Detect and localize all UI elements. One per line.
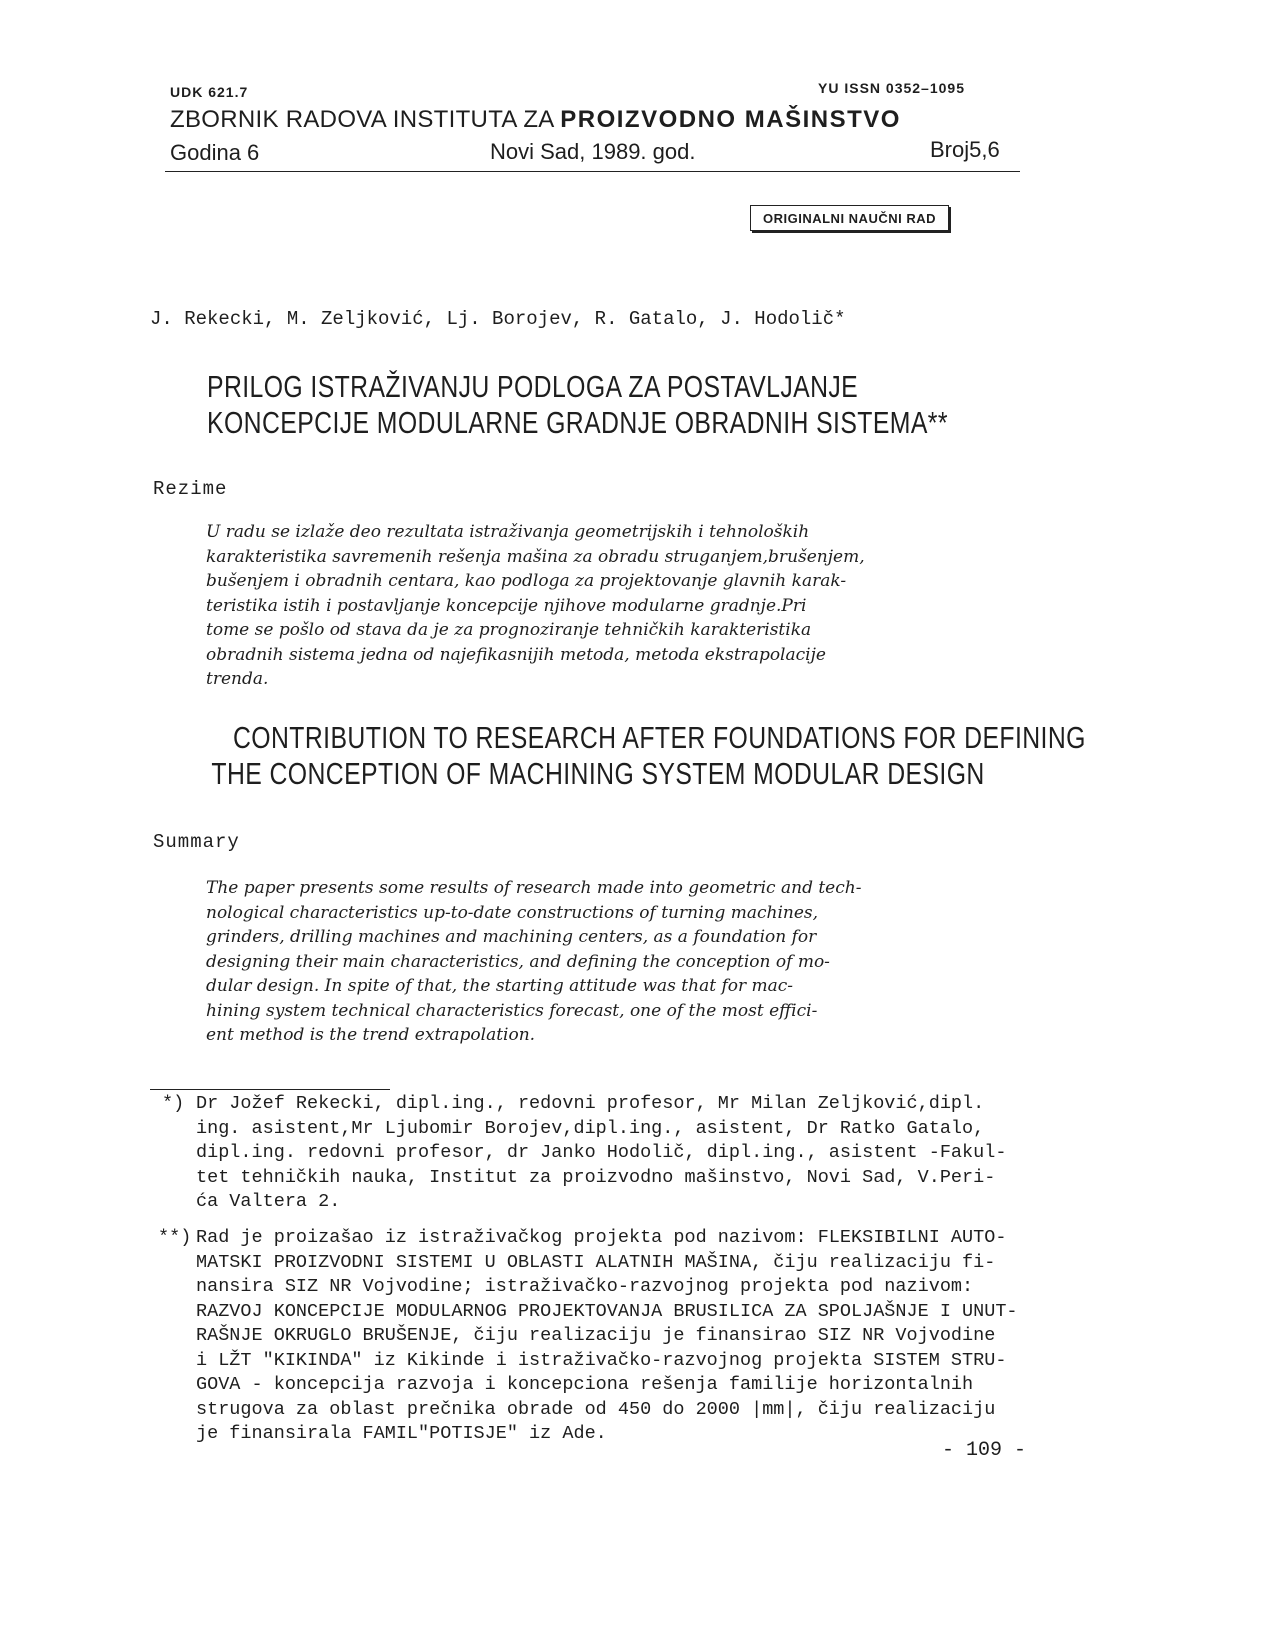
- summary-line: The paper presents some results of research made into geometric and tech-: [206, 878, 862, 898]
- rezime-line: karakteristika savremenih rešenja mašina za obradu struganjem,brušenjem,: [206, 546, 865, 567]
- footnote-1-marker: *): [162, 1093, 185, 1114]
- title-sr-line-2: KONCEPCIJE MODULARNE GRADNJE OBRADNIH SISTEMA**: [207, 405, 948, 440]
- footnote-2: [196, 1226, 1036, 1447]
- footnote-2-line: Rad je proizašao iz istraživačkog projekta pod nazivom: FLEKSIBILNI AUTO-: [196, 1227, 1007, 1248]
- footnote-1-line: ing. asistent,Mr Ljubomir Borojev,dipl.ing., asistent, Dr Ratko Gatalo,: [196, 1117, 985, 1139]
- summary-line: designing their main characteristics, and defining the conception of mo-: [206, 951, 830, 972]
- summary-label: Summary: [153, 831, 240, 853]
- footnote-rule: [150, 1089, 390, 1090]
- journal-title-prefix: ZBORNIK RADOVA INSTITUTA ZA: [170, 106, 561, 133]
- rezime-line: teristika istih i postavljanje koncepcije njihove modularne gradnje.Pri: [206, 595, 807, 616]
- rezime-line: trenda.: [206, 669, 269, 689]
- journal-title-emphasis: PROIZVODNO MAŠINSTVO: [560, 106, 901, 133]
- summary-line: hining system technical characteristics forecast, one of the most effici-: [206, 1000, 818, 1021]
- footnote-2-line: je finansirala FAMIL"POTISJE" iz Ade.: [196, 1423, 607, 1444]
- title-sr: [207, 369, 948, 441]
- rezime-line: bušenjem i obradnih centara, kao podloga za projektovanje glavnih karak-: [206, 571, 847, 591]
- rezime-body: [206, 520, 1026, 692]
- rezime-line: U radu se izlaže deo rezultata istraživanja geometrijskih i tehnoloških: [206, 522, 810, 542]
- issue-number: Broj5,6: [930, 137, 1000, 162]
- footnote-2-line: nansira SIZ NR Vojvodine; istraživačko-razvojnog projekta pod nazivom:: [196, 1276, 974, 1297]
- rezime-line: obradnih sistema jedna od najefikasnijih metoda, metoda ekstrapolacije: [206, 644, 826, 665]
- title-en: [211, 720, 1086, 792]
- footnote-1-line: ća Valtera 2.: [196, 1191, 341, 1212]
- rezime-label: Rezime: [153, 478, 228, 500]
- title-en-line-1: CONTRIBUTION TO RESEARCH AFTER FOUNDATIONS FOR DEFINING: [233, 720, 1086, 755]
- summary-line: nological characteristics up-to-date constructions of turning machines,: [206, 902, 819, 923]
- footnote-2-line: i LŽT "KIKINDA" iz Kikinde i istraživačko-razvojnog projekta SISTEM STRU-: [196, 1349, 1007, 1371]
- summary-line: grinders, drilling machines and machining centers, as a foundation for: [206, 927, 817, 947]
- summary-line: ent method is the trend extrapolation.: [206, 1025, 536, 1045]
- volume-label: Godina 6: [170, 140, 260, 165]
- footnote-2-marker: **): [158, 1227, 192, 1248]
- issn: YU ISSN 0352–1095: [818, 80, 965, 96]
- footnote-2-line: strugova za oblast prečnika obrade od 450 do 2000 |mm|, čiju realizaciju: [196, 1398, 996, 1420]
- journal-title: [170, 106, 901, 134]
- footnote-2-line: MATSKI PROIZVODNI SISTEMI U OBLASTI ALATNIH MAŠINA, čiju realizaciju fi-: [196, 1251, 996, 1273]
- article-type-badge: ORIGINALNI NAUČNI RAD: [750, 205, 949, 231]
- page-number: - 109 -: [942, 1439, 1027, 1462]
- place-date: Novi Sad, 1989. god.: [490, 139, 696, 164]
- footnote-2-line: RAŠNJE OKRUGLO BRUŠENJE, čiju realizaciju je finansirao SIZ NR Vojvodine: [196, 1325, 996, 1346]
- udk-code: UDK 621.7: [170, 84, 249, 100]
- summary-body: [206, 876, 1044, 1048]
- summary-line: dular design. In spite of that, the starting attitude was that for mac-: [206, 976, 794, 996]
- footnote-2-line: RAZVOJ KONCEPCIJE MODULARNOG PROJEKTOVANJA BRUSILICA ZA SPOLJAŠNJE I UNUT-: [196, 1300, 1018, 1322]
- title-sr-line-1: PRILOG ISTRAŽIVANJU PODLOGA ZA POSTAVLJANJE: [207, 369, 859, 404]
- footnote-1-line: Dr Jožef Rekecki, dipl.ing., redovni profesor, Mr Milan Zeljković,dipl.: [196, 1093, 985, 1114]
- header-rule: [165, 171, 1020, 172]
- authors: J. Rekecki, M. Zeljković, Lj. Borojev, R. Gatalo, J. Hodolič*: [150, 308, 846, 330]
- footnote-2-line: GOVA - koncepcija razvoja i koncepciona rešenja familije horizontalnih: [196, 1374, 974, 1395]
- title-en-line-2: THE CONCEPTION OF MACHINING SYSTEM MODULAR DESIGN: [211, 756, 985, 791]
- footnote-1-line: tet tehničkih nauka, Institut za proizvodno mašinstvo, Novi Sad, V.Peri-: [196, 1166, 996, 1188]
- footnote-1-line: dipl.ing. redovni profesor, dr Janko Hodolič, dipl.ing., asistent -Fakul-: [196, 1142, 1007, 1163]
- rezime-line: tome se pošlo od stava da je za prognoziranje tehničkih karakteristika: [206, 620, 812, 640]
- footnote-1: [196, 1092, 1026, 1215]
